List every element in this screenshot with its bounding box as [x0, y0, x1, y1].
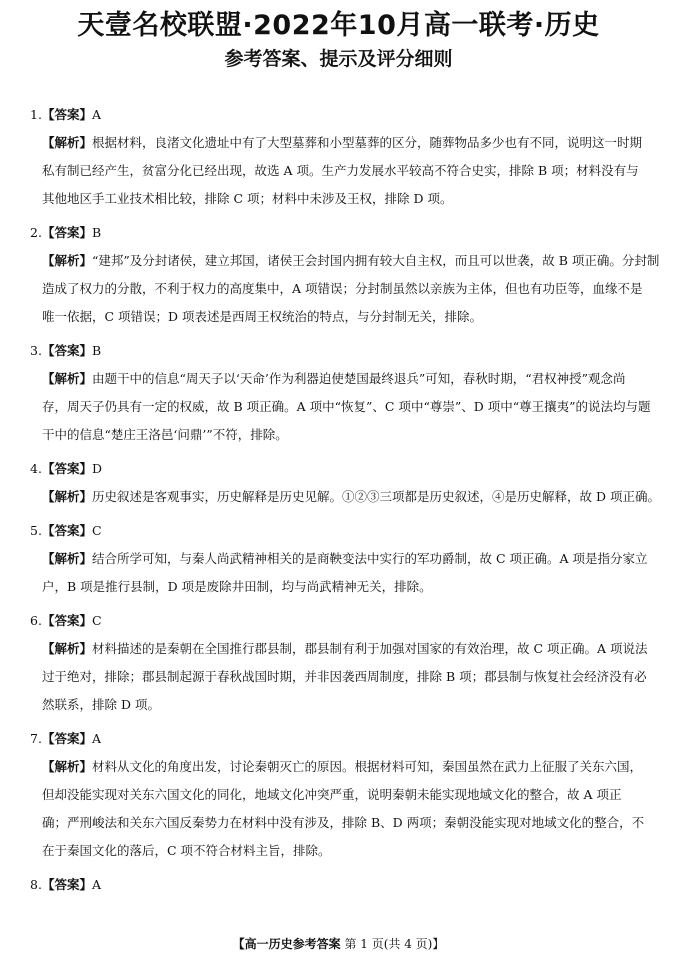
- analysis-line: [30, 837, 660, 865]
- analysis-line: [30, 247, 660, 275]
- analysis-line: [30, 421, 660, 449]
- analysis-text: 过于绝对，排除；郡县制起源于春秋战国时期，并非因袭西周制度，排除 B 项；郡县制与恢复社会经济没有必: [42, 669, 647, 684]
- analysis-block: [30, 483, 660, 511]
- analysis-line: [30, 303, 660, 331]
- question-item: [30, 337, 660, 449]
- analysis-text: 结合所学可知，与秦人尚武精神相关的是商鞅变法中实行的军功爵制，故 C 项正确。A 项是指分家立: [92, 551, 648, 566]
- answer-value: C: [91, 613, 102, 628]
- answer-line: [30, 101, 660, 129]
- question-item: [30, 101, 660, 213]
- question-item: [30, 607, 660, 719]
- analysis-text: “建邦”及分封诸侯，建立邦国，诸侯王会封国内拥有较大自主权，而且可以世袭，故 B 项正确。分封制: [92, 253, 660, 268]
- answer-value: B: [91, 343, 102, 358]
- question-item: [30, 517, 660, 601]
- answer-tag: 【答案】: [41, 877, 92, 892]
- answer-tag: 【答案】: [41, 613, 92, 628]
- analysis-text: 私有制已经产生，贫富分化已经出现，故选 A 项。生产力发展水平较高不符合史实，排除 B 项；材料没有与: [42, 163, 639, 178]
- analysis-text: 然联系，排除 D 项。: [42, 697, 160, 712]
- answer-value: A: [91, 107, 101, 122]
- analysis-text: 材料描述的是秦朝在全国推行郡县制，郡县制有利于加强对国家的有效治理，故 C 项正确。A 项说法: [92, 641, 648, 656]
- answer-tag: 【答案】: [41, 461, 92, 476]
- analysis-text: 材料从文化的角度出发，讨论秦朝灭亡的原因。根据材料可知，秦国虽然在武力上征服了关东六国，: [92, 759, 643, 774]
- answer-value: A: [91, 877, 101, 892]
- analysis-tag: 【解析】: [42, 759, 93, 774]
- analysis-text: 唯一依据，C 项错误；D 项表述是西周王权统治的特点，与分封制无关，排除。: [42, 309, 483, 324]
- page-footer: [0, 934, 677, 954]
- analysis-text: 确；严刑峻法和关东六国反秦势力在材料中没有涉及，排除 B、D 两项；秦朝没能实现对地域文化的整合，不: [42, 815, 645, 830]
- page-title: 天壹名校联盟·2022年10月高一联考·历史: [77, 10, 600, 41]
- answer-value: A: [91, 731, 101, 746]
- footer-doc-name: 【高一历史参考答案: [232, 937, 341, 951]
- question-number: 3.: [30, 343, 42, 358]
- analysis-block: [30, 753, 660, 865]
- page-subtitle: 参考答案、提示及评分细则: [224, 48, 453, 70]
- analysis-text: 历史叙述是客观事实，历史解释是历史见解。①②③三项都是历史叙述，④是历史解释，故 D 项正确。: [92, 489, 660, 504]
- analysis-line: [30, 365, 660, 393]
- analysis-block: [30, 129, 660, 213]
- analysis-tag: 【解析】: [42, 641, 93, 656]
- analysis-tag: 【解析】: [42, 371, 93, 386]
- answer-line: [30, 517, 660, 545]
- answer-line: [30, 725, 660, 753]
- answer-line: [30, 455, 660, 483]
- analysis-text: 由题干中的信息“周天子以‘天命’作为利器迫使楚国最终退兵”可知，春秋时期，“君权神授”观念尚: [92, 371, 626, 386]
- question-number: 6.: [30, 613, 42, 628]
- analysis-line: [30, 157, 660, 185]
- analysis-line: [30, 635, 660, 663]
- analysis-block: [30, 365, 660, 449]
- analysis-block: [30, 247, 660, 331]
- answer-line: [30, 219, 660, 247]
- analysis-text: 干中的信息“楚庄王洛邑‘问鼎’”不符，排除。: [42, 427, 288, 442]
- analysis-tag: 【解析】: [42, 253, 93, 268]
- analysis-line: [30, 185, 660, 213]
- analysis-line: [30, 393, 660, 421]
- analysis-line: [30, 663, 660, 691]
- question-number: 1.: [30, 107, 42, 122]
- answer-tag: 【答案】: [41, 523, 92, 538]
- answer-line: [30, 337, 660, 365]
- answer-line: [30, 607, 660, 635]
- question-number: 2.: [30, 225, 42, 240]
- question-number: 8.: [30, 877, 42, 892]
- analysis-line: [30, 691, 660, 719]
- analysis-tag: 【解析】: [42, 551, 93, 566]
- question-number: 7.: [30, 731, 42, 746]
- analysis-text: 造成了权力的分散，不利于权力的高度集中，A 项错误；分封制虽然以亲族为主体，但也有功臣等，血缘不是: [42, 281, 643, 296]
- analysis-text: 在于秦国文化的落后，C 项不符合材料主旨，排除。: [42, 843, 331, 858]
- answer-tag: 【答案】: [41, 225, 92, 240]
- analysis-line: [30, 573, 660, 601]
- analysis-text: 其他地区手工业技术相比较，排除 C 项；材料中未涉及王权，排除 D 项。: [42, 191, 453, 206]
- analysis-line: [30, 275, 660, 303]
- analysis-block: [30, 635, 660, 719]
- analysis-text: 存，周天子仍具有一定的权威，故 B 项正确。A 项中“恢复”、C 项中“尊崇”、D 项中“尊王攘夷”的说法均与题: [42, 399, 651, 414]
- analysis-tag: 【解析】: [42, 135, 93, 150]
- analysis-block: [30, 545, 660, 601]
- analysis-line: [30, 753, 660, 781]
- answer-tag: 【答案】: [41, 731, 92, 746]
- answer-value: B: [91, 225, 102, 240]
- question-item: [30, 455, 660, 511]
- analysis-text: 但却没能实现对关东六国文化的同化，地域文化冲突严重，说明秦朝未能实现地域文化的整合，故 A 项正: [42, 787, 622, 802]
- question-item: [30, 725, 660, 865]
- answer-line: [30, 871, 660, 899]
- question-item: [30, 219, 660, 331]
- analysis-line: [30, 545, 660, 573]
- analysis-tag: 【解析】: [42, 489, 93, 504]
- analysis-text: 根据材料，良渚文化遗址中有了大型墓葬和小型墓葬的区分，随葬物品多少也有不同，说明这一时期: [92, 135, 643, 150]
- answer-tag: 【答案】: [41, 107, 92, 122]
- analysis-text: 户，B 项是推行县制，D 项是废除井田制，均与尚武精神无关，排除。: [42, 579, 432, 594]
- answer-value: C: [91, 523, 102, 538]
- footer-page-info: 第 1 页(共 4 页)】: [344, 937, 445, 951]
- analysis-line: [30, 781, 660, 809]
- analysis-line: [30, 129, 660, 157]
- analysis-line: [30, 809, 660, 837]
- analysis-line: [30, 483, 660, 511]
- question-number: 5.: [30, 523, 42, 538]
- question-number: 4.: [30, 461, 42, 476]
- answer-tag: 【答案】: [41, 343, 92, 358]
- answer-value: D: [91, 461, 102, 476]
- question-item: [30, 871, 660, 899]
- answer-list: [30, 101, 660, 899]
